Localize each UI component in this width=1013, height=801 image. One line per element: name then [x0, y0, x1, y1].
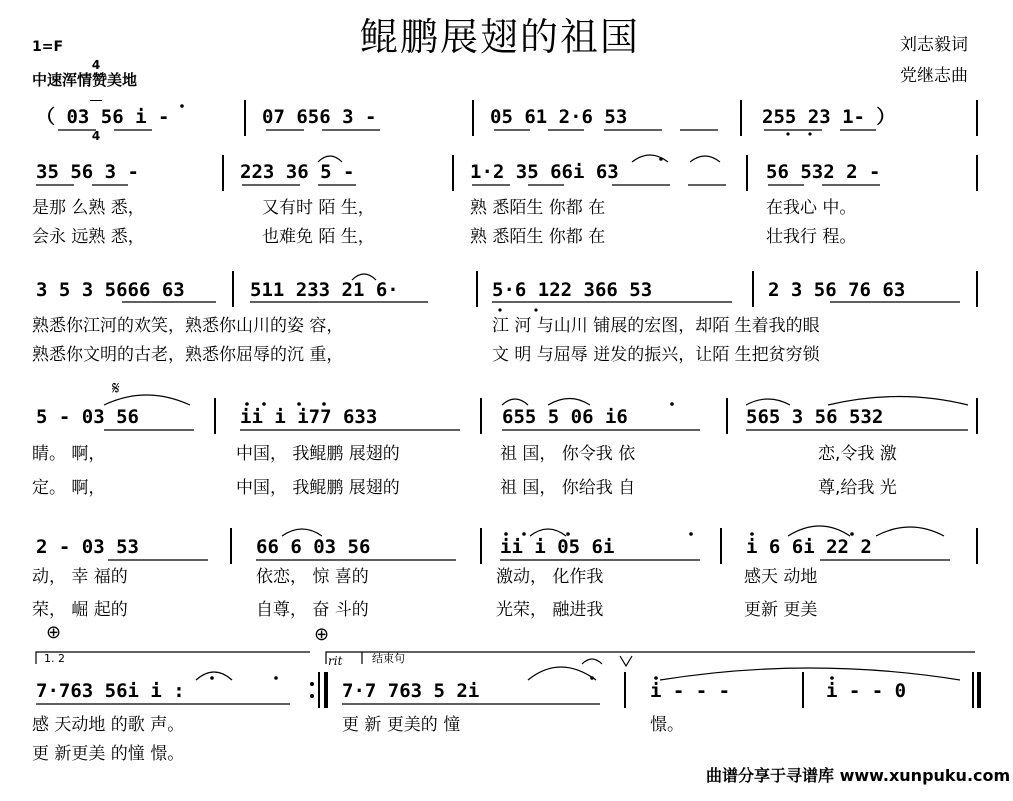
- footer-credit: 曲谱分享于寻谱库 www.xunpuku.com: [706, 766, 1011, 785]
- row3-lyric2-d: 尊,给我 光: [818, 478, 897, 498]
- row5-lyric1-c: 憬。: [650, 715, 684, 735]
- octave-dot: [322, 402, 326, 406]
- row4-lyric1-c: 激动， 化作我: [496, 567, 604, 587]
- row2-lyric1-b: 江 河 与山川 铺展的宏图，却陌 生着我的眼: [492, 316, 820, 336]
- row2-lyric2-b: 文 明 与屈辱 迸发的振兴，让陌 生把贫穷锁: [492, 345, 820, 365]
- row5-measure2: 7·7 763 5 2i: [342, 680, 480, 702]
- slur: [548, 399, 590, 406]
- row1-lyric1-b: 又有时 陌 生，: [262, 198, 375, 218]
- slur: [876, 527, 944, 536]
- slur: [660, 668, 960, 680]
- row1-measure2: 223 36 5 -: [240, 161, 355, 183]
- octave-dot: [786, 132, 789, 135]
- volta-bracket: [36, 652, 310, 664]
- slur: [528, 667, 596, 680]
- row5-lyric1-a: 感 天动地 的歌 声。: [32, 715, 185, 735]
- octave-dot: [522, 532, 526, 536]
- row1-lyric2-d: 壮我行 程。: [766, 227, 857, 247]
- octave-dot: [210, 676, 214, 680]
- row3-lyric1-d: 恋,令我 激: [818, 444, 897, 464]
- composer: 党继志曲: [900, 66, 968, 86]
- row0-measure1: （ 03 56 i -: [36, 106, 170, 128]
- row4-lyric2-a: 荣， 崛 起的: [32, 600, 128, 620]
- octave-dot: [850, 532, 854, 536]
- row3-measure2: ii i i77 633: [240, 406, 378, 428]
- row5-lyric1-b: 更 新 更美的 憧: [342, 715, 461, 735]
- coda-sign: ⊕: [46, 622, 62, 643]
- row0-measure4: 255 23 1- ）: [762, 106, 896, 128]
- fermata: [582, 659, 602, 664]
- octave-dot: [808, 132, 811, 135]
- row3-lyric1-b: 中国， 我鲲鹏 展翅的: [236, 444, 400, 464]
- row4-lyric1-b: 依恋， 惊 喜的: [256, 567, 369, 587]
- volta-label: 1. 2: [44, 652, 65, 665]
- row4-lyric1-d: 感天 动地: [744, 567, 818, 587]
- octave-dot: [297, 402, 301, 406]
- slur: [828, 397, 968, 406]
- ending-bracket: [326, 652, 975, 664]
- slur: [788, 526, 850, 536]
- repeat-dot: [310, 682, 314, 686]
- coda-sign: ⊕: [314, 624, 330, 645]
- row0-measure3: 05 61 2·6 53: [490, 106, 628, 128]
- octave-dot: [262, 402, 266, 406]
- slur: [746, 399, 790, 405]
- row3-lyric2-a: 定。 啊，: [32, 478, 106, 498]
- row5-measure4: i - - 0: [826, 680, 907, 702]
- row4-measure4: i 6 6i 22 2: [746, 536, 872, 558]
- octave-dot: [654, 676, 658, 680]
- row5-measure3: i - - -: [650, 680, 731, 702]
- row1-lyric2-c: 熟 悉陌生 你都 在: [470, 227, 606, 247]
- octave-dot: [504, 532, 508, 536]
- segno-sign: 𝄋: [112, 378, 120, 399]
- tempo-marking: 中速浑情赞美地: [32, 71, 138, 89]
- octave-dot: [750, 532, 754, 536]
- song-title: 鲲鹏展翅的祖国: [360, 15, 641, 59]
- repeat-dot: [310, 694, 314, 698]
- row3-measure4: 565 3 56 532: [746, 406, 884, 428]
- row4-lyric2-d: 更新 更美: [744, 600, 818, 620]
- row1-lyric1-a: 是那 么熟 悉，: [32, 198, 145, 218]
- row2-measure4: 2 3 56 76 63: [768, 279, 906, 301]
- octave-dot: [830, 676, 834, 680]
- row3-lyric1-a: 睛。 啊，: [32, 444, 106, 464]
- row1-lyric2-b: 也难免 陌 生，: [262, 227, 375, 247]
- row1-lyric1-c: 熟 悉陌生 你都 在: [470, 198, 606, 218]
- octave-dot-low: [534, 308, 537, 311]
- row1-lyric1-d: 在我心 中。: [766, 198, 857, 218]
- row5-lyric2-a: 更 新更美 的憧 憬。: [32, 744, 185, 764]
- slur: [502, 399, 528, 405]
- row1-lyric2-a: 会永 远熟 悉，: [32, 227, 145, 247]
- key-signature: 1=F: [32, 39, 64, 55]
- row5-measure1: 7·763 56i i :: [36, 680, 185, 702]
- lyricist: 刘志毅词: [900, 35, 968, 55]
- row3-lyric2-c: 祖 国， 你给我 自: [500, 478, 636, 498]
- ending-label: 结束句: [372, 652, 405, 665]
- octave-dot: [670, 402, 674, 406]
- row3-lyric1-c: 祖 国， 你令我 依: [500, 444, 636, 464]
- row4-measure2: 66 6 03 56: [256, 536, 371, 558]
- slur: [530, 529, 566, 536]
- octave-dot: [245, 402, 249, 406]
- slur: [104, 395, 190, 405]
- row3-measure1: 5 - 03 56: [36, 406, 139, 428]
- octave-dot: [274, 676, 278, 680]
- row4-measure1: 2 - 03 53: [36, 536, 139, 558]
- octave-dot: [659, 157, 663, 161]
- row2-measure2: 511 233 21 6·: [250, 279, 399, 301]
- octave-dot: [590, 676, 594, 680]
- row2-lyric2-a: 熟悉你文明的古老，熟悉你屈辱的沉 重，: [32, 345, 344, 365]
- slur: [318, 156, 342, 162]
- ritardando-mark: rit: [328, 654, 343, 668]
- slur: [282, 529, 322, 536]
- row0-measure2: 07 656 3 -: [262, 106, 377, 128]
- row4-lyric1-a: 动， 幸 福的: [32, 567, 128, 587]
- accent-mark: [620, 656, 632, 666]
- octave-dot: [566, 532, 570, 536]
- row2-measure3: 5·6 122 366 53: [492, 279, 653, 301]
- row2-lyric1-a: 熟悉你江河的欢笑，熟悉你山川的姿 容，: [32, 316, 344, 336]
- row1-measure4: 56 532 2 -: [766, 161, 881, 183]
- row4-measure3: ii i 05 6i: [500, 536, 615, 558]
- row4-lyric2-b: 自尊， 奋 斗的: [256, 600, 369, 620]
- time-numerator: 4: [91, 58, 101, 72]
- row3-lyric2-b: 中国， 我鲲鹏 展翅的: [236, 478, 400, 498]
- slur: [196, 672, 232, 680]
- octave-dot-low: [498, 308, 501, 311]
- row1-measure1: 35 56 3 -: [36, 161, 139, 183]
- row1-measure3: 1·2 35 66i 63: [470, 161, 619, 183]
- time-denominator: 4: [91, 129, 101, 143]
- octave-dot: [689, 532, 693, 536]
- slur: [690, 156, 720, 162]
- slur: [352, 274, 376, 280]
- octave-dot: [180, 104, 184, 108]
- row4-lyric2-c: 光荣， 融进我: [496, 600, 604, 620]
- row3-measure3: 655 5 06 i6: [502, 406, 628, 428]
- row2-measure1: 3 5 3 5666 63: [36, 279, 185, 301]
